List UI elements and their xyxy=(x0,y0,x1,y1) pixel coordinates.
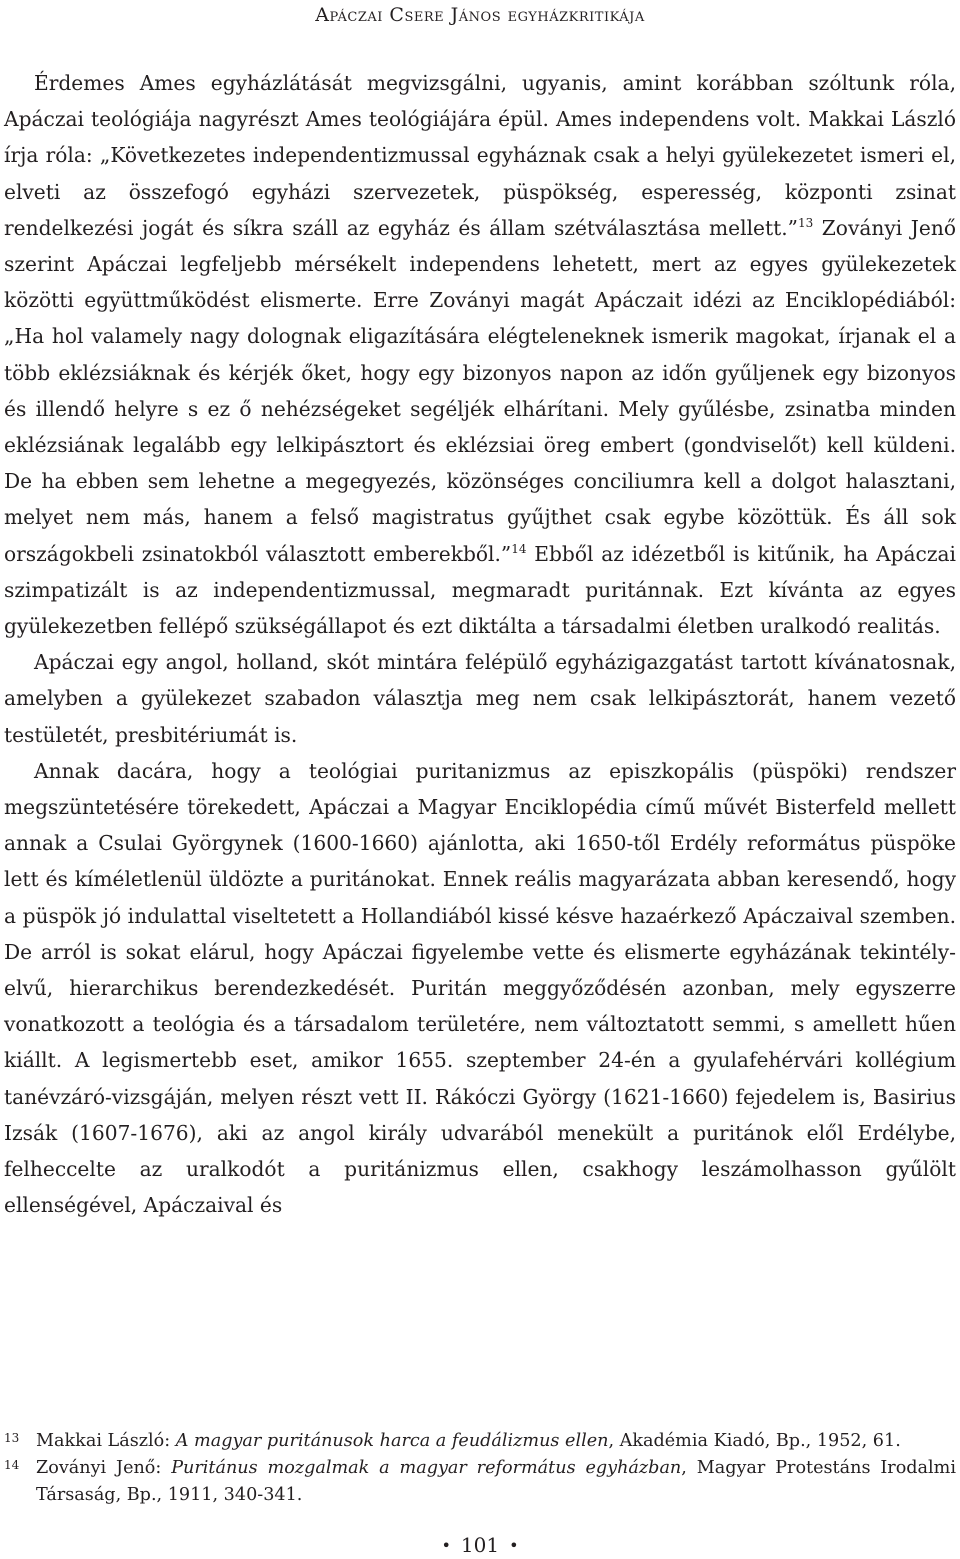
footnote-number: 14 xyxy=(4,1458,20,1472)
footnote-ref-13[interactable]: 13 xyxy=(797,215,814,230)
footnote-title: A magyar puritánusok harca a feudálizmus ellen xyxy=(175,1431,609,1451)
footnotes xyxy=(4,1428,956,1509)
running-head: Apáczai Csere János egyházkritikája xyxy=(315,4,645,26)
paragraph-1-part-3: Ebből az idézetből is kitűnik, ha Apáczai szimpatizált is az independentizmussal, megmaradt puritánnak. Ezt kívánta az egyes gyülekezetben fellépő szükségállapot és ezt diktálta a társadalmi életben uralkodó realitás. xyxy=(4,541,956,639)
footnote-title: Puritánus mozgalmak a magyar református egyházban xyxy=(171,1458,682,1478)
footnote-author: Makkai László: xyxy=(36,1431,176,1451)
body-text xyxy=(4,65,956,1224)
paragraph-1-part-1: Érdemes Ames egyházlátását megvizsgálni, ugyanis, amint korábban szóltunk róla, Apáczai teológiája nagyrészt Ames teológiájára épül. Ames independens volt. Makkai László írja róla: „Következetes independentizmussal egyháznak csak a helyi gyülekezetet ismeri el, elveti az összefogó egyházi szervezetek, püspökség, esperesség, központi zsinat rendelkezési jogát és síkra száll az egyház és állam szétválasztása mellett.” xyxy=(4,71,956,240)
footnote-14 xyxy=(4,1455,956,1509)
footnote-13 xyxy=(4,1428,956,1455)
footnote-author: Zoványi Jenő: xyxy=(36,1458,172,1478)
paragraph-1 xyxy=(4,65,956,644)
footnote-number: 13 xyxy=(4,1431,20,1445)
paragraph-3: Annak dacára, hogy a teológiai puritanizmus az episzkopális (püspöki) rendszer megszüntetésére törekedett, Apáczai a Magyar Enciklopédia című művét Bisterfeld mellett annak a Csulai Györgynek (1600-1660) ajánlotta, aki 1650-től Erdély református püspöke lett és kíméletlenül üldözte a puritánokat. Ennek reális magyarázata abban keresendő, hogy a püspök jó indulattal viseltetett a Hollandiából kissé késve hazaérkező Apáczaival szemben. De arról is sokat elárul, hogy Apáczai figyelembe vette és elismerte egyházának tekintély-elvű, hierarchikus berendezkedését. Puritán meggyőződésén azonban, mely egyszerre vonatkozott a teológia és a társadalom területére, nem változtatott semmi, s amellett hűen kiállt. A legismertebb eset, amikor 1655. szeptember 24-én a gyulafehérvári kollégium tanévzáró-vizsgáján, melyen részt vett II. Rákóczi György (1621-1660) fejedelem is, Basirius Izsák (1607-1676), aki az angol király udvarából menekült a puritánok elől Erdélybe, felheccelte az uralkodót a puritánizmus ellen, csakhogy leszámolhasson gyűlölt ellenségével, Apáczaival és xyxy=(4,758,956,1218)
paragraph-1-part-2: Zoványi Jenő szerint Apáczai legfeljebb mérsékelt independens lehetett, mert az egyes gyülekezetek közötti együttműködést elismerte. Erre Zoványi magát Apáczait idézi az Enciklopédiából: „Ha hol valamely nagy dolognak eligazítására elégteleneknek ismerik magokat, írjanak el a több eklézsiáknak és kérjék őket, hogy egy bizonyos napon az időn gyűljenek egy bizonyos és illendő helyre s ez ő nehézségeket segéljék elhárítani. Mely gyűlésbe, zsinatba minden eklézsiának legalább egy lelkipásztort és eklézsiai öreg embert (gondviselőt) kell küldeni. De ha ebben sem lehetne a megegyezés, közönséges conciliumra kell a dolgot halasztani, melyet nem más, hanem a felső magistratus gyűjthet csak egybe közöttük. És áll sok országokbeli zsinatokból választott emberekből.” xyxy=(4,215,956,566)
page-folio xyxy=(0,1532,960,1559)
bullet-right-icon: • xyxy=(509,1536,519,1555)
footnote-publication: , Akadémia Kiadó, Bp., 1952, 61. xyxy=(608,1431,901,1451)
paragraph-2: Apáczai egy angol, holland, skót mintára felépülő egyházigazgatást tartott kívánatosnak, amelyben a gyülekezet szabadon választja meg nem csak lelkipásztorát, hanem vezető testületét, presbitériumát is. xyxy=(4,650,956,747)
footnote-ref-14[interactable]: 14 xyxy=(511,541,527,556)
bullet-left-icon: • xyxy=(441,1536,451,1555)
page-number: 101 xyxy=(460,1533,500,1557)
footnote-publication: , Magyar Protestáns Irodalmi Társaság, Bp., 1911, 340-341. xyxy=(36,1458,956,1505)
